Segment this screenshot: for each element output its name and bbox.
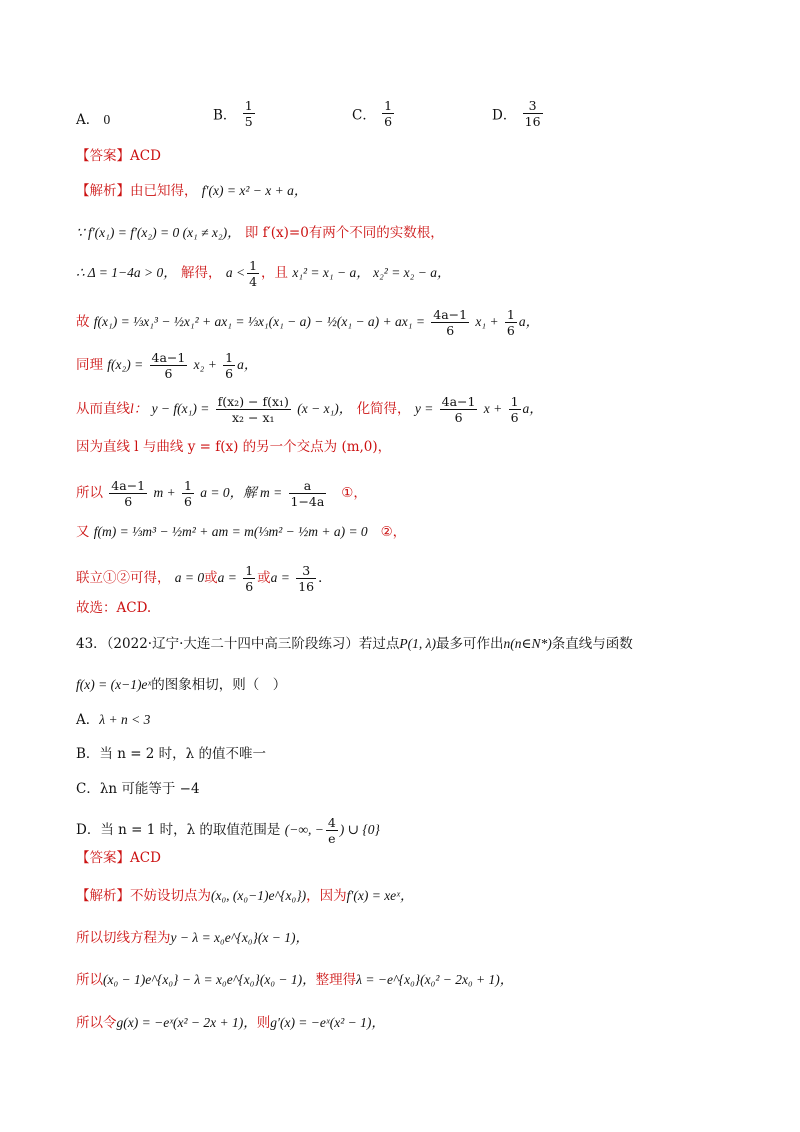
- solution-line-2: ∵ f′(x₁) = f′(x₂) = 0 (x₁ ≠ x₂)， 即 f′(x)=0有两个不同的实数根，: [76, 225, 444, 241]
- answer-line: 【答案】ACD: [76, 148, 161, 164]
- solution-line-7: 因为直线 l 与曲线 y = f(x) 的另一个交点为 (m,0)，: [76, 439, 392, 455]
- option-c: C． $\frac{1}{6}$: [352, 98, 393, 129]
- question-43-option-c: C．λn 可能等于 −4: [76, 781, 200, 797]
- solution-line-9: 又 f(m) = ⅓m³ − ½m² + am = m(⅓m² − ½m + a) = 0 ②，: [76, 524, 407, 540]
- solution-line-6: 从而直线l： y − f(x₁) = $\frac{\text{f(x₂) − f(x₁)}}{\text{x₂ − x₁}}$ (x − x₁)， 化简得， y = $\frac{4a-1}{6}$ x + $\frac{1}{6}$ a，: [76, 394, 543, 425]
- solution2-line-3: 所以(x₀ − 1)e^{x₀} − λ = x₀e^{x₀}(x₀ − 1)，整理得λ = −e^{x₀}(x₀² − 2x₀ + 1)，: [76, 972, 514, 988]
- solution-line-5: 同理 f(x₂) = $\frac{4a-1}{6}$ x₂ + $\frac{1}{6}$ a，: [76, 350, 258, 381]
- fraction: $\frac{1}{5}$: [244, 98, 253, 129]
- solution-conclusion: 故选：ACD.: [76, 600, 152, 616]
- solution-line-3: ∴ Δ = 1−4a > 0， 解得， a < $\frac{1}{4}$ ，且 x₁² = x₁ − a， x₂² = x₂ − a，: [76, 258, 451, 289]
- solution2-line-2: 所以切线方程为y − λ = x₀e^{x₀}(x − 1)，: [76, 930, 310, 946]
- question-43-line-1: 43．（2022·辽宁·大连二十四中高三阶段练习）若过点P(1, λ)最多可作出n(n∈N*)条直线与函数: [76, 636, 633, 652]
- question-43-line-2: f(x) = (x−1)eˣ的图象相切，则（ ）: [76, 677, 287, 693]
- option-d: D． $\frac{3}{16}$: [492, 98, 541, 129]
- question-43-option-b: B．当 n = 2 时，λ 的值不唯一: [76, 746, 267, 762]
- solution-line-10: 联立①②可得， a = 0或a = $\frac{1}{6}$ 或a = $\frac{3}{16}$ ．: [76, 563, 332, 594]
- question-43-option-d: D．当 n = 1 时，λ 的取值范围是 (−∞, − $\frac{4}{e}$ ) ∪ {0}: [76, 815, 380, 846]
- fraction: $\frac{3}{16}$: [524, 98, 541, 129]
- option-b: B． $\frac{1}{5}$: [213, 98, 253, 129]
- solution-line-8: 所以 $\frac{4a-1}{6}$ m + $\frac{1}{6}$ a = 0，解 m = $\frac{a}{1-4a}$ ①，: [76, 478, 367, 509]
- solution2-line-4: 所以令g(x) = −eˣ(x² − 2x + 1)，则g′(x) = −eˣ(x² − 1)，: [76, 1015, 385, 1031]
- question-43-option-a: A．λ + n < 3: [76, 712, 151, 728]
- answer-line-2: 【答案】ACD: [76, 850, 161, 866]
- solution-line-1: 【解析】由已知得， f′(x) = x² − x + a，: [76, 183, 308, 199]
- option-a: A． 0: [76, 112, 111, 128]
- solution2-line-1: 【解析】不妨设切点为(x₀, (x₀−1)e^{x₀})，因为f′(x) = xeˣ，: [76, 888, 414, 904]
- fraction: $\frac{1}{6}$: [384, 98, 393, 129]
- solution-line-4: 故 f(x₁) = ⅓x₁³ − ½x₁² + ax₁ = ⅓x₁(x₁ − a) − ½(x₁ − a) + ax₁ = $\frac{4a-1}{6}$ x₁ + $\frac{1}{6}$ a，: [76, 307, 540, 338]
